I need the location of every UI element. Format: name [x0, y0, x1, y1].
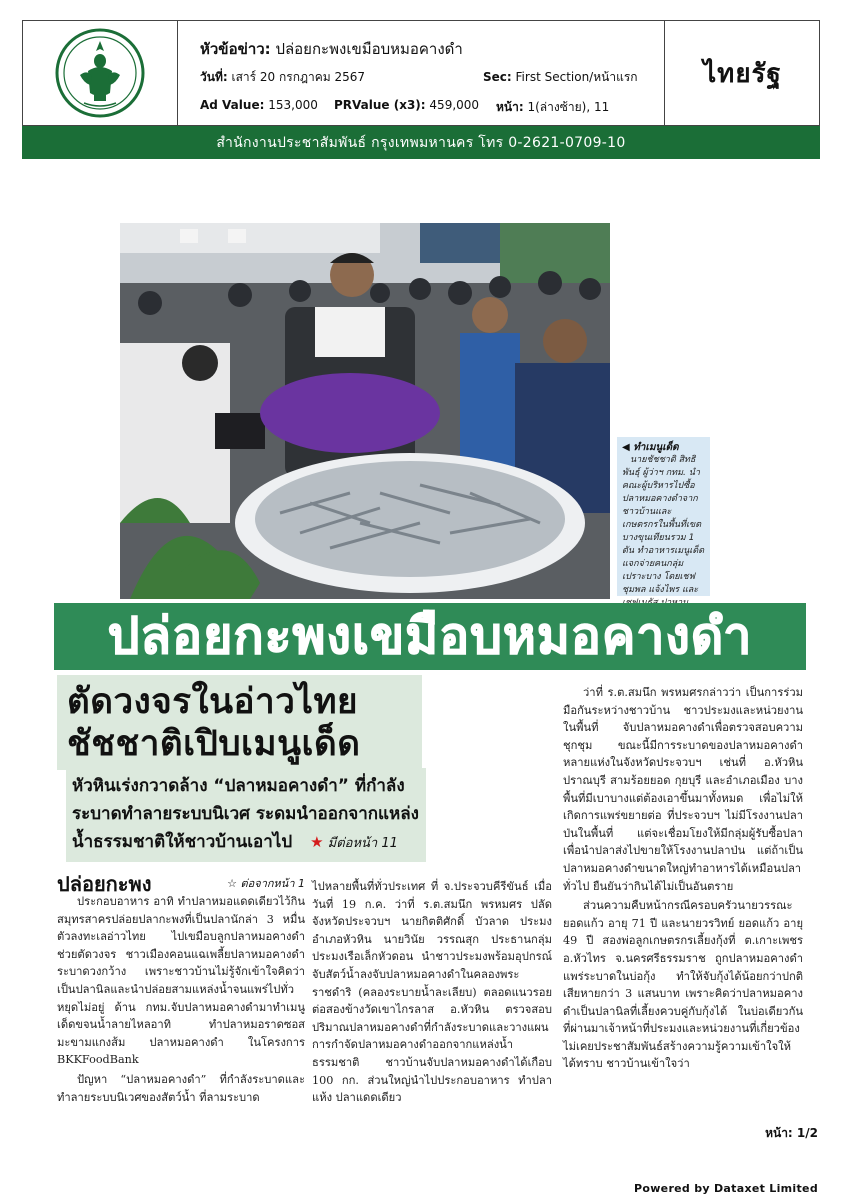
caption-arrow-icon: ◀	[622, 442, 630, 453]
paragraph: ว่าที่ ร.ต.สมนึก พรหมศรกล่าวว่า เป็นการร่วมมือกันระหว่างชาวบ้าน ชาวประมงและหน่วยงานในพื้นที่ จับปลาหมอคางดำเพื่อตรวจสอบความชุกชุม ขณะนี้มีการระบาดของปลาหมอคางดำหลายแห่งในจังหวัดประจวบฯ เช่นที่ อ.หัวหิน ปราณบุรี สามร้อยยอด กุยบุรี และอำเภอเมือง บางพื้นที่มีเบาบางแต่ต้องเอาขึ้นมาทั้งหมด เพื่อไม่ให้เกิดการแพร่ขยายต่อ ที่ประจวบฯ ไม่มีโรงงานปลาป่นในพื้นที่ แต่จะเชื่อมโยงให้มีกลุ่มผู้รับซื้อปลา เพื่อนำปลาส่งไปขายให้โรงงานปลาป่น แต่ถ้าเป็นปลาหมอคางดำขนาดใหญ่ทำอาหารได้เหมือนปลาทั่วไป ยืนยันว่ากินได้ไม่เป็นอันตราย	[563, 686, 803, 893]
subheadline-line-2: ชัชชาติเปิบเมนูเด็ด	[67, 724, 361, 764]
paragraph: ส่วนความคืบหน้ากรณีครอบครัวนายวรรณะ ยอดแก้ว อายุ 71 ปี และนายวรวิทย์ ยอดแก้ว อายุ 49 ปี สองพ่อลูกเกษตรกรเลี้ยงกุ้งที่ ต.เกาะเพชร อ.หัวไทร จ.นครศรีธรรมราช ถูกปลาหมอคางดำแพร่ระบาดในบ่อกุ้ง ทำให้จับกุ้งได้น้อยกว่าปกติ เสียหายกว่า 3 แสนบาท เพราะคิดว่าปลาหมอคางดำเป็นปลานิลที่เลี้ยงควบคู่กับกุ้งได้ ในบ่อเดียวกัน ที่ผ่านมาเจ้าหน้าที่ประมงและหน่วยงานที่เกี่ยวข้องไม่เคยประชาสัมพันธ์สร้างความรู้ความเข้าใจให้ได้ทราบ ชาวบ้านเข้าใจว่า	[563, 899, 803, 1071]
main-headline: ปล่อยกะพงเขมือบหมอคางดำ	[107, 607, 753, 665]
headline-text: ปล่อยกะพงเขมือบหมอคางดำ	[275, 40, 463, 58]
caption-title-row	[622, 441, 705, 454]
bma-seal-icon	[54, 27, 146, 119]
clipping-info	[178, 21, 665, 125]
publication-cell	[665, 21, 820, 125]
paragraph: ประกอบอาหาร อาทิ ทำปลาหมอแดดเดียวไว้กิน สมุทรสาครปล่อยปลากะพงที่เป็นปลานักล่า 3 หมื่นตัวลงทะเลอ่าวไทย ไปเขมือบลูกปลาหมอคางดำ ช่วยตัดวงจร ชาวเมืองคอนแฉเพลี้ยปลาหมอคางดำระบาดวงกว้าง เพราะชาวบ้านไม่รู้จักเข้าใจคิดว่าเป็นปลานิลและนำปล่อยสามแหล่งน้ำจนแพร่ไปทั่ว หยุดไม่อยู่ ด้าน กทม.จับปลาหมอคางดำมาทำเมนูเด็ดขจนน้ำลายไหลอาทิ ทำปลาหมอราดซอสมะขามแกงส้ม ปลาหมอคางดำ ในโครงการ BKKFoodBank	[57, 895, 305, 1067]
continued-text: มีต่อหน้า 11	[327, 836, 398, 851]
pr-value-field	[334, 98, 479, 112]
footer-credit: Powered by Dataxet Limited	[634, 1182, 818, 1195]
publication-logo: ไทยรัฐ	[703, 58, 782, 89]
paragraph: ปัญหา “ปลาหมอคางดำ” ที่กำลังระบาดและทำลายระบบนิเวศของสัตว์น้ำ ที่ลามระบาด	[57, 1072, 305, 1104]
kicker-title: ปล่อยกะพง	[57, 872, 152, 896]
subheadline-box	[57, 675, 422, 770]
section-value: First Section/หน้าแรก	[515, 70, 638, 84]
headline-row	[200, 37, 463, 61]
date-row	[200, 68, 660, 87]
value-row	[200, 98, 660, 112]
headline-label: หัวข้อข่าว:	[200, 40, 271, 58]
caption-title: ทำเมนูเด็ด	[633, 442, 679, 453]
date-value: เสาร์ 20 กรกฎาคม 2567	[231, 70, 366, 84]
pr-value: 459,000	[429, 98, 480, 112]
page-number: หน้า: 1/2	[765, 1126, 818, 1140]
section-label: Sec:	[483, 70, 512, 84]
continued-note	[310, 833, 398, 851]
bma-logo	[23, 21, 178, 125]
star-icon: ★	[310, 833, 324, 851]
clipping-header	[22, 20, 820, 126]
news-photo	[120, 223, 610, 599]
ad-value: 153,000	[268, 98, 318, 112]
page-label: หน้า:	[496, 100, 524, 114]
article-column-1	[57, 893, 305, 1108]
pr-office-band: สำนักงานประชาสัมพันธ์ กรุงเทพมหานคร โทร 0-2621-0709-10	[22, 126, 820, 159]
photo-caption	[617, 437, 710, 596]
caption-text: นายชัชชาติ สิทธิพันธุ์ ผู้ว่าฯ กทม. นำคณะผู้บริหารไปซื้อปลาหมอคางดำจากชาวบ้านและเกษตรกรในพื้นที่เขตบางขุนเทียนรวม 1 ตัน ทำอาหารเมนูเด็ด แจกจ่ายคนกลุ่มเปราะบาง โดยเชฟชุมพล แจ้งไพร และ	[622, 455, 705, 595]
pr-value-label: PRValue (x3):	[334, 98, 426, 112]
date-label: วันที่:	[200, 70, 228, 84]
subheadline-line-1: ตัดวงจรในอ่าวไทย	[67, 682, 359, 722]
main-headline-banner	[54, 603, 806, 670]
page-field	[496, 98, 609, 117]
article-column-3	[563, 684, 803, 1075]
paragraph: ไปหลายพื้นที่ทั่วประเทศ ที่ จ.ประจวบคีรีขันธ์ เมื่อวันที่ 19 ก.ค. ว่าที่ ร.ต.สมนึก พรหมศร ปลัดจังหวัดประจวบฯ นายกิตติศักดิ์ บัวลาด ประมงอำเภอหัวหิน นายวินัย วรรณสุก ประธานกลุ่มประมงเรือเล็กหัวดอน นำชาวประมงพร้อมอุปกรณ์จับสัตว์น้ำลงจับปลาหมอคางดำในคลองพระราชดำริ (คลองระบายน้ำละเลียบ) ตลอดแนวรอยต่อสองข้างวัดเขาไกรลาส อ.หัวหิน ตรวจสอบปริมาณปลาหมอคางดำที่กำลังระบาดและวางแผนการกำจัดปลาหมอคางดำออกจากแหล่งน้ำธรรมชาติ ชาวบ้านจับปลาหมอคางดำได้เกือบ 100 กก. ส่วนใหญ่นำไปประกอบอาหาร ทำปลาแห้ง ปลาแดดเดียว	[312, 880, 552, 1105]
kicker-from-page: ☆ ต่อจากหน้า 1	[227, 877, 305, 890]
ad-value-label: Ad Value:	[200, 98, 265, 112]
article-column-2	[312, 878, 552, 1109]
deck-text: หัวหินเร่งกวาดล้าง “ปลาหมอคางดำ” ที่กำลังระบาดทำลายระบบนิเวศ ระดมนำออกจากแหล่งน้ำธรรมชาติให้ชาวบ้านเอาไป	[72, 776, 419, 852]
deck-summary	[66, 768, 426, 862]
crowd-fish-photo	[120, 223, 610, 599]
page-value: 1(ล่างซ้าย), 11	[527, 100, 610, 114]
section-field	[483, 68, 638, 87]
